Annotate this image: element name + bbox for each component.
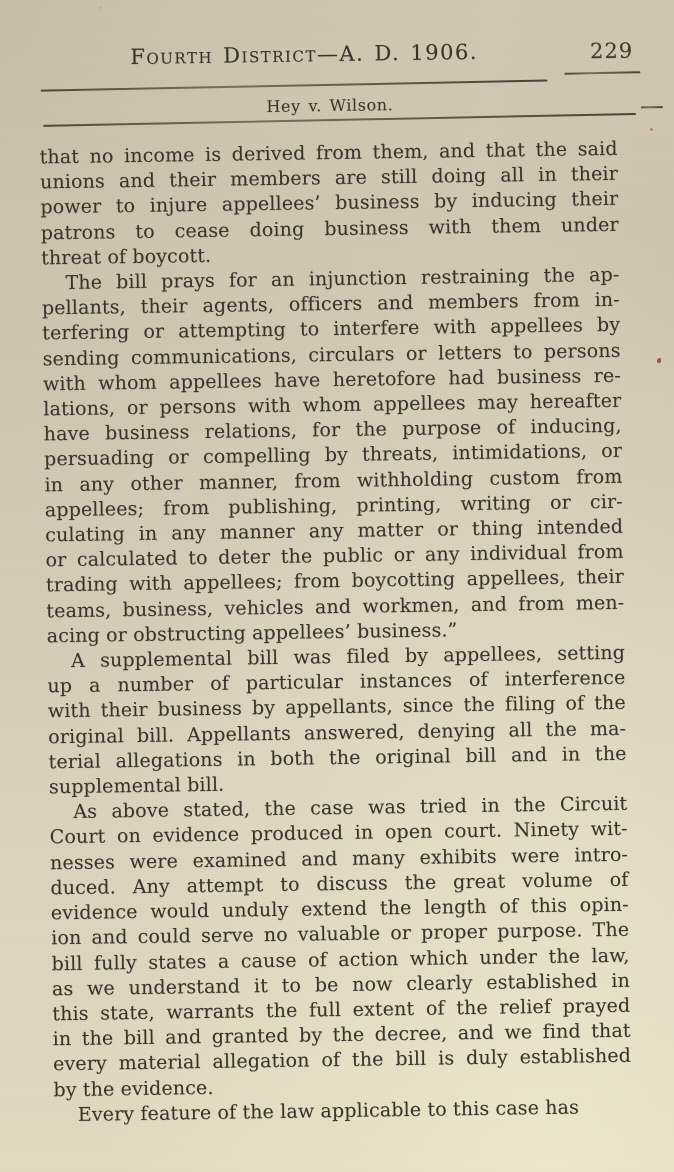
text-line: or calculated to deter the public or any individual from (45, 540, 624, 572)
text-line: original bill. Appellants answered, denying all the ma- (48, 717, 627, 748)
text-line: ion and could serve no valuable or proper purpose. The (51, 919, 630, 950)
text-line: terial allegations in both the original bill and in the (48, 742, 627, 774)
text-line: duced. Any attempt to discuss the great volume of (50, 868, 629, 900)
text-line: As above stated, the case was tried in the Circuit (73, 793, 628, 824)
text-line: threat of boycott. (40, 244, 212, 270)
text-line: that no income is derived from them, and that the said (39, 137, 618, 169)
running-head: Fourth District—A. D. 1906. (130, 39, 479, 70)
text-line: unions and their members are still doing all in their (39, 162, 619, 194)
text-line: pellants, their agents, officers and members from in- (41, 288, 620, 320)
paper-speck (657, 358, 661, 363)
text-line: Court on evidence produced in open court. Ninety wit- (49, 818, 628, 849)
text-line: have business relations, for the purpose of inducing, (43, 414, 622, 446)
text-line: acing or obstructing appellees’ business.” (46, 619, 458, 648)
caption-rule-right (641, 106, 663, 108)
text-line: Every feature of the law applicable to this case has (77, 1096, 580, 1126)
body-text (39, 137, 632, 1128)
text-line: The bill prays for an injunction restraining the ap- (65, 263, 620, 295)
text-line: by the evidence. (53, 1076, 214, 1101)
paper-speck (650, 128, 653, 131)
text-line: A supplemental bill was filed by appellees, setting (70, 641, 626, 673)
text-line: evidence would unduly extend the length of this opin- (50, 893, 629, 925)
paper-speck (99, 6, 102, 9)
text-line: in any other manner, from withholding custom from (44, 465, 623, 496)
text-line: culating in any manner any matter or thing intended (45, 515, 624, 547)
text-line: power to injure appellees’ business by inducing their (40, 188, 619, 219)
text-line: lations, or persons with whom appellees may hereafter (43, 389, 622, 421)
text-line: as we understand it to be now clearly established in (51, 969, 631, 1000)
text-line: patrons to cease doing business with them under (40, 213, 619, 244)
text-line: trading with appellees; from boycotting appellees, their (45, 566, 625, 597)
text-line: up a number of particular instances of interference (47, 666, 626, 698)
text-line: teams, business, vehicles and workmen, and from men- (46, 591, 625, 622)
header-rule-left (41, 79, 548, 91)
page-number: 229 (589, 38, 634, 64)
text-line: sending communications, circulars or letters to persons (42, 339, 621, 370)
text-line: persuading or compelling by threats, intimidations, or (43, 440, 623, 471)
text-line: this state, warrants the full extent of the relief prayed (52, 994, 631, 1026)
text-line: terfering or attempting to interfere with appellees by (42, 314, 621, 345)
case-name: Hey v. Wilson. (266, 95, 394, 116)
text-line: nesses were examined and many exhibits were intro- (49, 843, 629, 874)
text-line: bill fully states a cause of action which under the law, (51, 944, 630, 975)
text-line: with whom appellees have heretofore had business re- (42, 364, 622, 396)
text-line: supplemental bill. (48, 773, 225, 799)
text-line: with their business by appellants, since the filing of the (47, 692, 626, 723)
text-line: in the bill and granted by the decree, and we find that (52, 1019, 631, 1051)
text-line: appellees; from publishing, printing, writing or cir- (44, 490, 623, 522)
header-rule-right (564, 71, 640, 74)
text-line: every material allegation of the bill is duly established (52, 1045, 632, 1076)
